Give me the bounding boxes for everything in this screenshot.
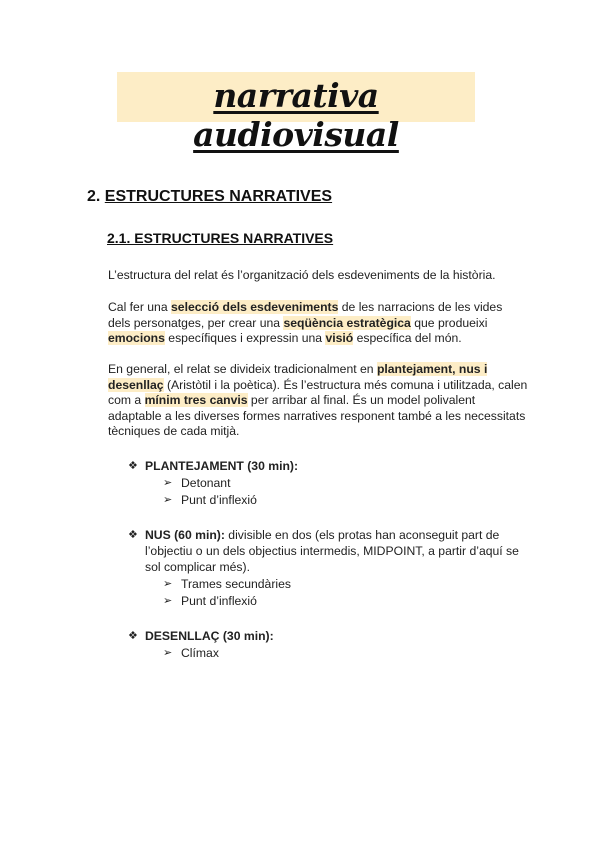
sub-item <box>108 645 528 661</box>
diamond-bullet-icon: ❖ <box>128 630 138 642</box>
arrow-bullet-icon: ➢ <box>163 647 173 659</box>
p3-highlight-canvis: mínim tres canvis <box>144 393 248 407</box>
p2-highlight-seleccio: selecció dels esdeveniments <box>171 300 339 314</box>
p2-text: de les narracions de les vides dels personatges, per crear una <box>108 300 503 330</box>
arrow-bullet-icon: ➢ <box>163 477 173 489</box>
p2-highlight-emocions: emocions <box>108 331 165 345</box>
p3-text: En general, el relat se divideix tradicionalment en <box>108 362 377 376</box>
sub-item <box>108 492 528 508</box>
item-label: DESENLLAÇ (30 min): <box>145 629 274 643</box>
arrow-bullet-icon: ➢ <box>163 494 173 506</box>
sub-item <box>108 475 528 491</box>
document-title: narrativa audiovisual <box>193 76 399 154</box>
list-item-plantejament <box>108 458 528 474</box>
item-text: divisible en dos (els protas han aconseguit part de l’objectiu o un dels objectius intermedis, MIDPOINT, a partir d’aquí se sol complicar més). <box>145 528 519 574</box>
diamond-bullet-icon: ❖ <box>128 529 138 541</box>
p2-text: que produeixi <box>410 315 488 330</box>
p2-highlight-visio: visió <box>325 331 354 345</box>
p3-text: per arribar al final. És un model polivalent adaptable a les diverses formes narratives responent també a les necessitats tècniques de cada mitjà. <box>108 393 526 438</box>
section-title: ESTRUCTURES NARRATIVES <box>104 188 333 205</box>
sub-item-label: Punt d’inflexió <box>181 594 257 608</box>
p3-text: (Aristòtil i la poètica). És l’estructura més comuna i utilitzada, calen com a <box>108 377 528 407</box>
section-number: 2. <box>87 188 101 205</box>
diamond-bullet-icon: ❖ <box>128 460 138 472</box>
p2-text: Cal fer una <box>108 300 172 314</box>
paragraph-2 <box>108 300 528 347</box>
paragraph-1: L’estructura del relat és l’organització dels esdeveniments de la història. <box>108 268 496 282</box>
title-highlight-band <box>117 72 475 154</box>
paragraph-3 <box>108 362 528 440</box>
structure-list <box>108 458 528 661</box>
p2-text: específica del món. <box>353 331 462 345</box>
p2-highlight-sequencia: seqüència estratègica <box>283 315 411 330</box>
item-label: NUS (60 min): <box>145 528 225 542</box>
sub-item-label: Punt d’inflexió <box>181 493 257 507</box>
item-label: PLANTEJAMENT (30 min): <box>145 459 299 473</box>
section-heading <box>87 188 332 206</box>
p2-text: específiques i expressin una <box>164 331 326 345</box>
p3-highlight-structure: plantejament, nus i desenllaç <box>108 362 488 392</box>
list-item-desenllac <box>108 628 528 644</box>
sub-item <box>108 593 528 609</box>
list-item-nus <box>108 527 528 575</box>
subsection-heading: 2.1. ESTRUCTURES NARRATIVES <box>107 230 334 246</box>
sub-item-label: Clímax <box>181 646 219 660</box>
sub-item-label: Detonant <box>181 476 231 490</box>
sub-item <box>108 576 528 592</box>
arrow-bullet-icon: ➢ <box>163 595 173 607</box>
sub-item-label: Trames secundàries <box>181 577 291 591</box>
arrow-bullet-icon: ➢ <box>163 578 173 590</box>
